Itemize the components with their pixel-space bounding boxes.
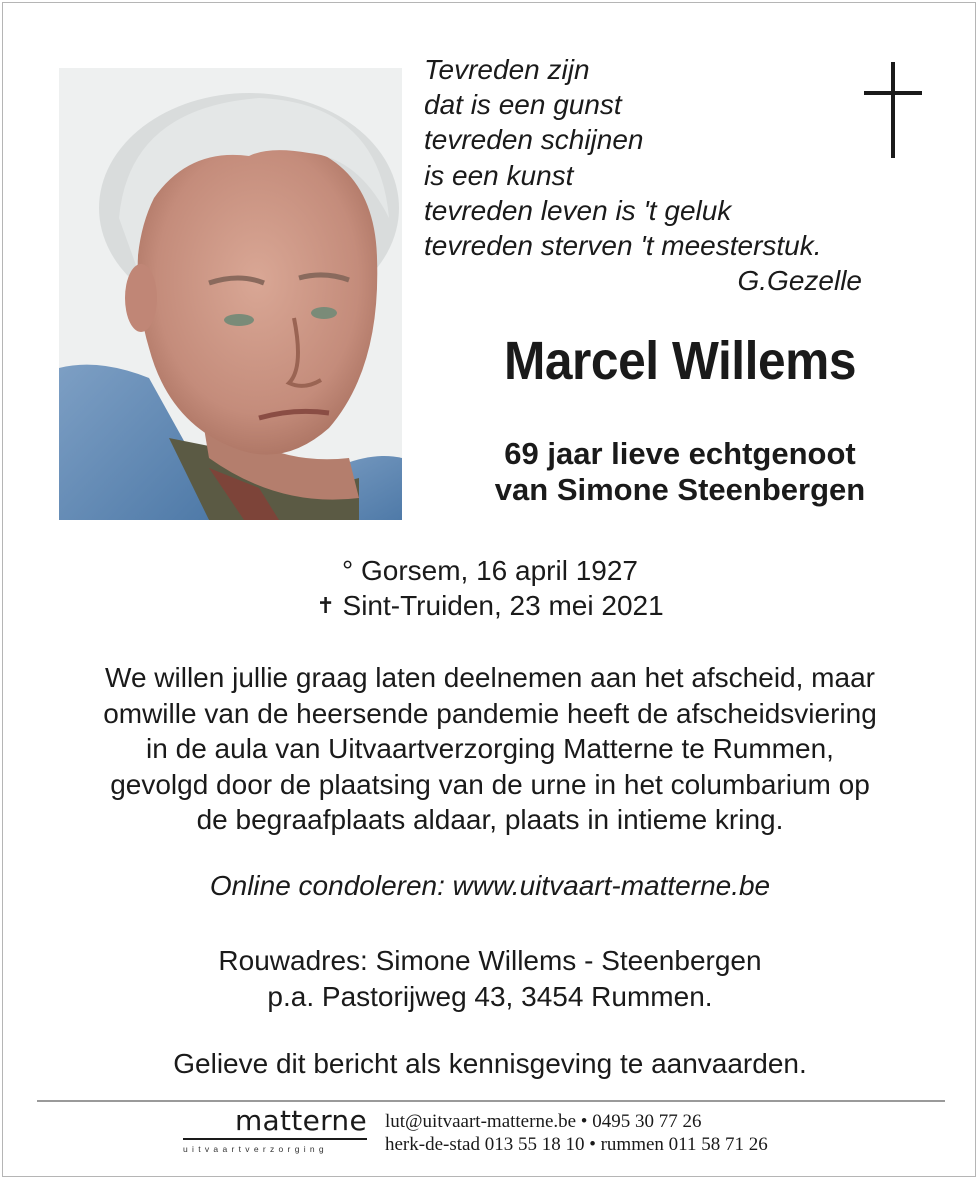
relation-text <box>420 436 940 508</box>
contact-info <box>385 1110 805 1156</box>
poem-line: is een kunst <box>424 159 574 191</box>
birth-date: Gorsem, 16 april 1927 <box>360 555 639 586</box>
relation-line: 69 jaar lieve echtgenoot <box>504 436 856 471</box>
logo-subtitle: uitvaartverzorging <box>183 1144 328 1154</box>
poem-line: tevreden schijnen <box>424 124 644 156</box>
death-date: Sint-Truiden, 23 mei 2021 <box>342 590 664 621</box>
death-line <box>0 588 980 623</box>
notice-text: Gelieve dit bericht als kennisgeving te aanvaarden. <box>173 1048 807 1079</box>
birth-symbol: ° <box>341 555 354 586</box>
funeral-message <box>40 660 940 838</box>
poem-line: tevreden leven is 't geluk <box>424 194 732 226</box>
death-cross-icon: ✝ <box>316 593 335 618</box>
mourning-address <box>0 943 980 1015</box>
poem-line: dat is een gunst <box>424 89 622 121</box>
cross-icon <box>864 62 922 158</box>
contact-line: herk-de-stad 013 55 18 10 • rummen 011 58 71 26 <box>385 1134 768 1155</box>
poem-line: Tevreden zijn <box>424 54 590 85</box>
birth-line <box>0 553 980 588</box>
logo-word: matterne <box>234 1104 367 1137</box>
memorial-poem <box>424 52 874 298</box>
logo-underline <box>183 1138 367 1140</box>
address-line: Rouwadres: Simone Willems - Steenbergen <box>218 945 762 976</box>
message-line: in de aula van Uitvaartverzorging Matterne te Rummen, <box>146 733 834 764</box>
portrait-photo <box>59 68 402 520</box>
online-condolence: Online condoleren: www.uitvaart-matterne.be <box>209 870 771 901</box>
message-line: We willen jullie graag laten deelnemen aan het afscheid, maar <box>105 662 875 693</box>
message-line: de begraafplaats aldaar, plaats in intieme kring. <box>196 804 784 835</box>
contact-line: lut@uitvaart-matterne.be • 0495 30 77 26 <box>385 1111 702 1132</box>
poem-line: tevreden sterven 't meesterstuk. <box>424 230 822 262</box>
deceased-name: Marcel Willems <box>503 331 857 391</box>
message-line: omwille van de heersende pandemie heeft de afscheidsviering <box>103 697 877 729</box>
life-dates <box>0 553 980 623</box>
matterne-logo <box>183 1104 367 1154</box>
message-line: gevolgd door de plaatsing van de urne in het columbarium op <box>110 768 870 800</box>
poem-author: G.Gezelle <box>737 265 862 297</box>
address-line: p.a. Pastorijweg 43, 3454 Rummen. <box>267 981 713 1012</box>
footer-divider <box>37 1100 945 1102</box>
relation-line: van Simone Steenbergen <box>494 472 866 507</box>
